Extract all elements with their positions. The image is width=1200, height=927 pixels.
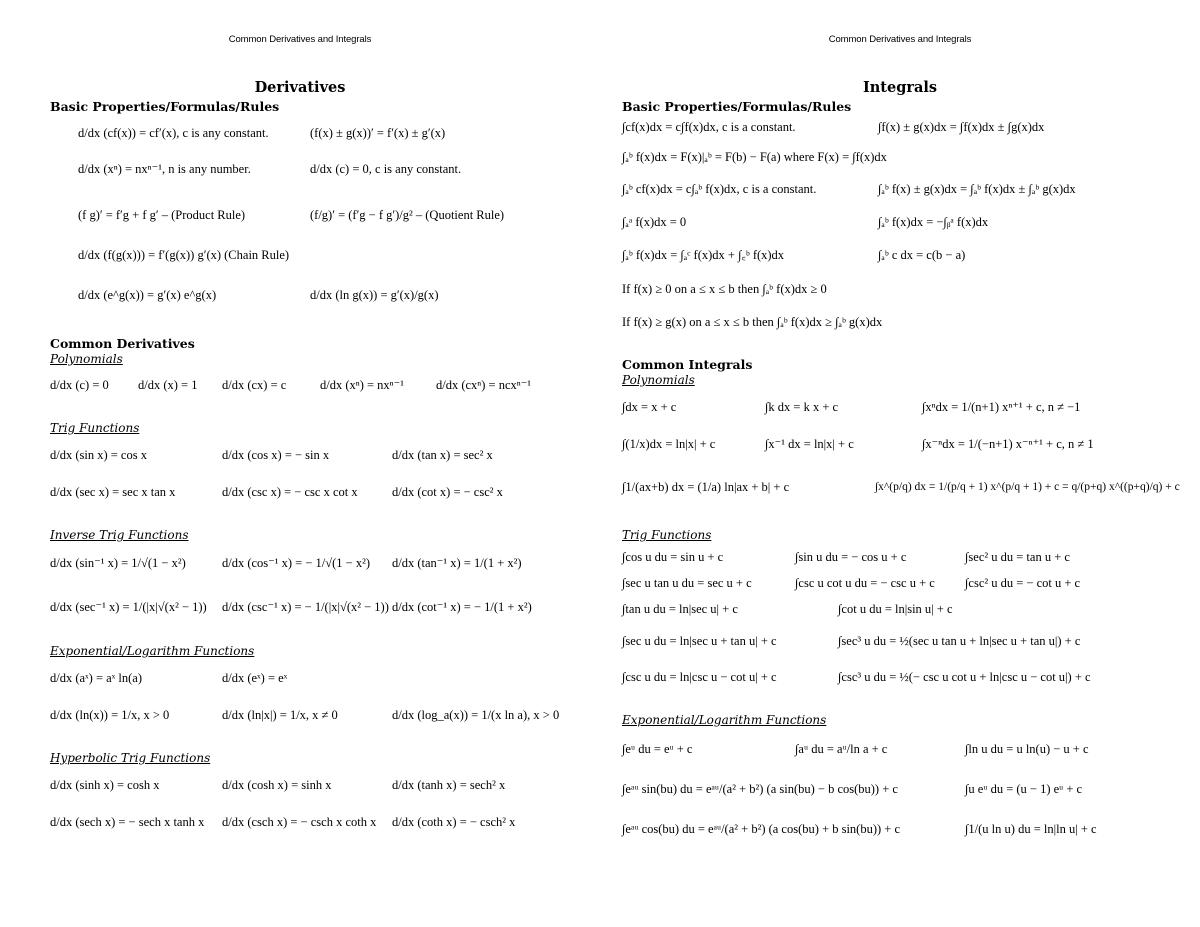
formula: ∫ₐᵇ f(x)dx = −∫ᵦᵃ f(x)dx (878, 215, 989, 229)
formula: d/dx (ln|x|) = 1/x, x ≠ 0 (222, 708, 338, 722)
formula: ∫(1/x)dx = ln|x| + c (622, 437, 716, 451)
formula: d/dx (sec x) = sec x tan x (50, 485, 176, 499)
formula: d/dx (sinh x) = cosh x (50, 778, 160, 792)
formula: d/dx (csch x) = − csch x coth x (222, 815, 377, 829)
formula: d/dx (tanh x) = sech² x (392, 778, 506, 792)
formula: ∫u eᵘ du = (u − 1) eᵘ + c (965, 782, 1083, 796)
formula: ∫csc u cot u du = − csc u + c (795, 576, 935, 590)
formula: ∫x⁻¹ dx = ln|x| + c (765, 437, 854, 451)
polynomials-heading: Polynomials (622, 373, 695, 387)
formula: ∫dx = x + c (622, 400, 677, 414)
formula: ∫1/(u ln u) du = ln|ln u| + c (965, 822, 1097, 836)
formula: If f(x) ≥ 0 on a ≤ x ≤ b then ∫ₐᵇ f(x)dx ≥ 0 (622, 282, 827, 296)
formula: ∫ₐᵇ f(x)dx = F(x)|ₐᵇ = F(b) − F(a) where F(x) = ∫f(x)dx (622, 150, 887, 164)
formula: d/dx (log_a(x)) = 1/(x ln a), x > 0 (392, 708, 560, 722)
formula: ∫eᵃᵘ sin(bu) du = eᵃᵘ/(a² + b²) (a sin(bu) − b cos(bu)) + c (622, 782, 898, 796)
formula: ∫ₐᵇ c dx = c(b − a) (878, 248, 966, 262)
formula: d/dx (cot⁻¹ x) = − 1/(1 + x²) (392, 600, 532, 614)
basic-properties-heading: Basic Properties/Formulas/Rules (50, 99, 280, 114)
integrals-title: Integrals (862, 79, 938, 96)
trig-heading: Trig Functions (50, 421, 140, 435)
formula: ∫cot u du = ln|sin u| + c (838, 602, 953, 616)
hyperbolic-heading: Hyperbolic Trig Functions (50, 751, 211, 765)
formula: d/dx (x) = 1 (138, 378, 198, 392)
formula: ∫xⁿdx = 1/(n+1) xⁿ⁺¹ + c, n ≠ −1 (922, 400, 1081, 414)
formula: d/dx (ln(x)) = 1/x, x > 0 (50, 708, 170, 722)
exp-log-heading: Exponential/Logarithm Functions (50, 644, 255, 658)
formula: ∫ln u du = u ln(u) − u + c (965, 742, 1089, 756)
formula: ∫cf(x)dx = c∫f(x)dx, c is a constant. (622, 120, 796, 134)
formula: ∫x^(p/q) dx = 1/(p/q + 1) x^(p/q + 1) + c = q/(p+q) x^((p+q)/q) + c (875, 481, 1180, 493)
formula: ∫csc² u du = − cot u + c (965, 576, 1081, 590)
formula: If f(x) ≥ g(x) on a ≤ x ≤ b then ∫ₐᵇ f(x)dx ≥ ∫ₐᵇ g(x)dx (622, 315, 883, 329)
chain-rule: d/dx (f(g(x))) = f′(g(x)) g′(x) (Chain Rule) (78, 248, 290, 262)
formula: ∫csc u du = ln|csc u − cot u| + c (622, 670, 777, 684)
formula: d/dx (tan x) = sec² x (392, 448, 493, 462)
formula: d/dx (xⁿ) = nxⁿ⁻¹ (320, 378, 404, 392)
exp-log-heading: Exponential/Logarithm Functions (622, 713, 827, 727)
formula: d/dx (cf(x)) = cf′(x), c is any constant. (78, 126, 269, 140)
formula: d/dx (cxⁿ) = ncxⁿ⁻¹ (436, 378, 532, 392)
inverse-trig-heading: Inverse Trig Functions (50, 528, 189, 542)
product-rule: (f g)′ = f′g + f g′ – (Product Rule) (78, 208, 246, 222)
formula: d/dx (c) = 0 (50, 378, 109, 392)
formula: d/dx (tan⁻¹ x) = 1/(1 + x²) (392, 556, 522, 570)
formula: d/dx (cosh x) = sinh x (222, 778, 332, 792)
trig-heading: Trig Functions (622, 528, 712, 542)
formula: ∫sec u du = ln|sec u + tan u| + c (622, 634, 777, 648)
formula: ∫cos u du = sin u + c (622, 550, 724, 564)
formula: ∫k dx = k x + c (765, 400, 839, 414)
formula: ∫1/(ax+b) dx = (1/a) ln|ax + b| + c (622, 480, 790, 494)
formula: d/dx (sin x) = cos x (50, 448, 147, 462)
formula: ∫ₐᵇ f(x) ± g(x)dx = ∫ₐᵇ f(x)dx ± ∫ₐᵇ g(x)dx (878, 182, 1076, 196)
common-derivatives-heading: Common Derivatives (50, 336, 195, 351)
formula: d/dx (cos⁻¹ x) = − 1/√(1 − x²) (222, 556, 370, 570)
formula: d/dx (ln g(x)) = g′(x)/g(x) (310, 288, 439, 302)
derivatives-page (10, 0, 590, 927)
formula: ∫f(x) ± g(x)dx = ∫f(x)dx ± ∫g(x)dx (878, 120, 1045, 134)
formula: ∫sec³ u du = ½(sec u tan u + ln|sec u + tan u|) + c (838, 634, 1081, 648)
formula: d/dx (cos x) = − sin x (222, 448, 330, 462)
formula: ∫ₐᵇ cf(x)dx = c∫ₐᵇ f(x)dx, c is a constant. (622, 182, 817, 196)
basic-properties-heading: Basic Properties/Formulas/Rules (622, 99, 852, 114)
formula: ∫sec² u du = tan u + c (965, 550, 1070, 564)
formula: d/dx (c) = 0, c is any constant. (310, 162, 462, 176)
formula: ∫csc³ u du = ½(− csc u cot u + ln|csc u − cot u|) + c (838, 670, 1091, 684)
page-header: Common Derivatives and Integrals (228, 34, 372, 45)
formula: (f(x) ± g(x))′ = f′(x) ± g′(x) (310, 126, 446, 140)
formula: d/dx (csc⁻¹ x) = − 1/(|x|√(x² − 1)) (222, 600, 389, 614)
formula: d/dx (sin⁻¹ x) = 1/√(1 − x²) (50, 556, 186, 570)
formula: ∫eᵃᵘ cos(bu) du = eᵃᵘ/(a² + b²) (a cos(bu) + b sin(bu)) + c (622, 822, 901, 836)
formula: d/dx (xⁿ) = nxⁿ⁻¹, n is any number. (78, 162, 251, 176)
formula: d/dx (csc x) = − csc x cot x (222, 485, 358, 499)
formula: d/dx (eˣ) = eˣ (222, 671, 288, 685)
formula: d/dx (sech x) = − sech x tanh x (50, 815, 205, 829)
formula: d/dx (sec⁻¹ x) = 1/(|x|√(x² − 1)) (50, 600, 207, 614)
formula: ∫eᵘ du = eᵘ + c (622, 742, 693, 756)
quotient-rule: (f/g)′ = (f′g − f g′)/g² – (Quotient Rule) (310, 208, 505, 222)
formula: ∫tan u du = ln|sec u| + c (622, 602, 738, 616)
formula: ∫ₐᵇ f(x)dx = ∫ₐᶜ f(x)dx + ∫꜀ᵇ f(x)dx (622, 248, 785, 262)
formula: ∫aᵘ du = aᵘ/ln a + c (795, 742, 888, 756)
formula: ∫sin u du = − cos u + c (795, 550, 907, 564)
page-header: Common Derivatives and Integrals (828, 34, 972, 45)
formula: ∫ₐᵃ f(x)dx = 0 (622, 215, 687, 229)
derivatives-title: Derivatives (254, 79, 346, 96)
polynomials-heading: Polynomials (50, 352, 123, 366)
formula: ∫sec u tan u du = sec u + c (622, 576, 752, 590)
integrals-page (610, 0, 1190, 927)
formula: d/dx (cot x) = − csc² x (392, 485, 503, 499)
formula: d/dx (e^g(x)) = g′(x) e^g(x) (78, 288, 217, 302)
formula: ∫x⁻ⁿdx = 1/(−n+1) x⁻ⁿ⁺¹ + c, n ≠ 1 (922, 437, 1094, 451)
formula: d/dx (cx) = c (222, 378, 287, 392)
formula: d/dx (aˣ) = aˣ ln(a) (50, 671, 143, 685)
formula: d/dx (coth x) = − csch² x (392, 815, 516, 829)
common-integrals-heading: Common Integrals (622, 357, 753, 372)
